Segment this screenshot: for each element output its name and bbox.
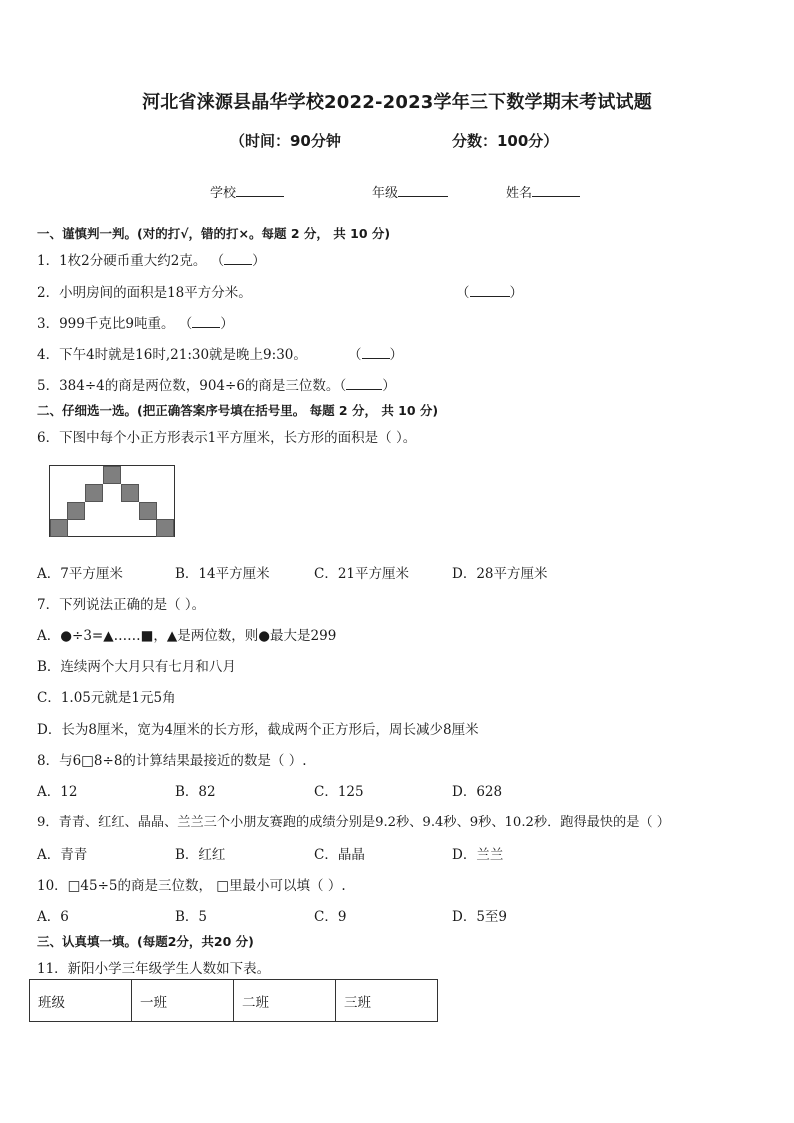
school-label: 学校 [210, 186, 237, 201]
exam-title: 河北省涞源县晶华学校2022-2023学年三下数学期末考试试题 [142, 92, 652, 113]
section-3-heading: 三、认真填一填。(每题2分，共20 分) [37, 934, 254, 949]
table-cell: 一班 [132, 980, 234, 1022]
table-cell: 二班 [234, 980, 336, 1022]
grade-label: 年级 [372, 186, 399, 201]
exam-score: 分数：100分） [452, 132, 559, 150]
q6-option-d[interactable]: D．28平方厘米 [452, 566, 548, 582]
question-11: 11．新阳小学三年级学生人数如下表。 [37, 961, 271, 977]
grid-square [85, 484, 103, 502]
q10-option-a[interactable]: A．6 [37, 909, 69, 925]
grid-square [67, 502, 85, 520]
name-field[interactable] [506, 182, 580, 201]
q10-option-d[interactable]: D．5至9 [452, 909, 508, 925]
answer-blank-4[interactable]: （ ） [348, 347, 403, 363]
q9-option-c[interactable]: C．晶晶 [314, 847, 365, 863]
table-cell: 班级 [30, 980, 132, 1022]
q8-option-c[interactable]: C．125 [314, 784, 364, 800]
q7-option-d[interactable]: D．长为8厘米，宽为4厘米的长方形，截成两个正方形后，周长减少8厘米 [37, 722, 479, 738]
grid-figure [49, 465, 175, 537]
grade-field[interactable] [372, 182, 448, 201]
grid-square [156, 519, 174, 537]
question-10: 10．□45÷5的商是三位数， □里最小可以填（ ）. [37, 878, 346, 894]
q6-option-a[interactable]: A．7平方厘米 [37, 566, 123, 582]
name-label: 姓名 [506, 186, 533, 201]
question-4: 4．下午4时就是16时,21:30就是晚上9:30。 [37, 347, 307, 363]
question-9: 9．青青、红红、晶晶、兰兰三个小朋友赛跑的成绩分别是9.2秒、9.4秒、9秒、10.2秒．跑得最快的是（ ） [37, 815, 670, 830]
question-7: 7．下列说法正确的是（ ）。 [37, 597, 206, 613]
q9-option-d[interactable]: D．兰兰 [452, 847, 504, 863]
school-field[interactable] [210, 182, 284, 201]
section-2-heading: 二、仔细选一选。(把正确答案序号填在括号里。 每题 2 分， 共 10 分) [37, 403, 439, 418]
q8-option-b[interactable]: B．82 [175, 784, 216, 800]
grid-square [121, 484, 139, 502]
exam-time: （时间：90分钟 [230, 132, 341, 150]
class-table [29, 979, 438, 1022]
q7-option-c[interactable]: C．1.05元就是1元5角 [37, 690, 176, 706]
question-6: 6．下图中每个小正方形表示1平方厘米，长方形的面积是（ ）。 [37, 430, 417, 446]
question-8: 8．与6□8÷8的计算结果最接近的数是（ ）. [37, 753, 307, 769]
question-2: 2．小明房间的面积是18平方分米。 [37, 285, 252, 301]
q6-option-c[interactable]: C．21平方厘米 [314, 566, 410, 582]
grid-square [103, 466, 121, 484]
question-5: 5．384÷4的商是两位数，904÷6的商是三位数。（ ） [37, 378, 396, 394]
question-1: 1．1枚2分硬币重大约2克。 （ ） [37, 253, 266, 269]
q8-option-a[interactable]: A．12 [37, 784, 78, 800]
q10-option-b[interactable]: B．5 [175, 909, 208, 925]
section-1-heading: 一、谨慎判一判。(对的打√，错的打×。每题 2 分， 共 10 分) [37, 226, 391, 241]
grid-square [139, 502, 157, 520]
table-cell: 三班 [336, 980, 438, 1022]
q6-option-b[interactable]: B．14平方厘米 [175, 566, 270, 582]
question-3: 3．999千克比9吨重。 （ ） [37, 316, 234, 332]
grid-square [50, 519, 68, 537]
q8-option-d[interactable]: D．628 [452, 784, 503, 800]
q7-option-b[interactable]: B．连续两个大月只有七月和八月 [37, 659, 236, 675]
q10-option-c[interactable]: C．9 [314, 909, 347, 925]
answer-blank-2[interactable]: （ ） [456, 285, 523, 301]
table-row [30, 980, 438, 1022]
q9-option-b[interactable]: B．红红 [175, 847, 226, 863]
q7-option-a[interactable]: A．●÷3=▲……■，▲是两位数，则●最大是299 [37, 628, 337, 644]
q9-option-a[interactable]: A．青青 [37, 847, 88, 863]
